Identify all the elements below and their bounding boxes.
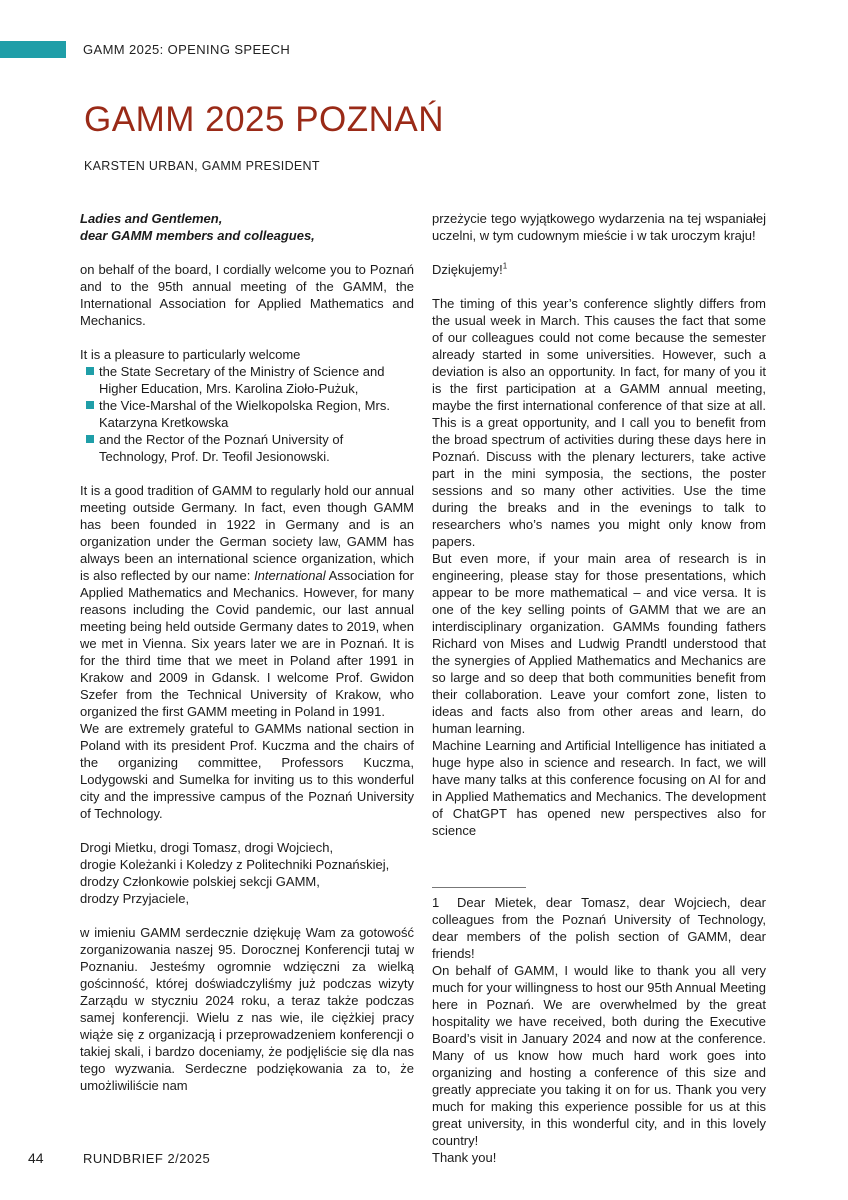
bullet-square-icon xyxy=(86,401,94,409)
paragraph-ai: Machine Learning and Artificial Intelligence has initiated a huge hype also in science and research. In fact, we will have many talks at this conference focusing on AI for and in Applied Mathematics and Mechanics. The development of ChatGPT has opened new perspectives also for science xyxy=(432,738,766,838)
paragraph-polish: w imieniu GAMM serdecznie dziękuję Wam za gotowość zorganizowania naszej 95. Dorocznej Konferencji tutaj w Poznaniu. Jesteśmy ogromnie wdzięczni za wielką gościnność, której doświadczyliśmy już podczas wizyty Zarządu w styczniu 2024 roku, a teraz także podczas samej konferencji. Wielu z nas wie, ile ciężkiej pracy wiąże się z organizacją i przeprowadzeniem konferencji o takiej skali, i bardzo doceniamy, że podjęliście się dla nas tego wyzwania. Serdeczne podziękowania za to, że umożliwiliście nam xyxy=(80,925,414,1093)
paragraph-welcome-intro: It is a pleasure to particularly welcome xyxy=(80,347,301,362)
list-item: the State Secretary of the Ministry of Science and Higher Education, Mrs. Karolina Zioło-Pużuk, xyxy=(80,363,414,397)
welcome-list xyxy=(80,363,414,465)
footnote-ref[interactable]: 1 xyxy=(502,261,508,271)
paragraph-gratitude: We are extremely grateful to GAMMs national section in Poland with its president Prof. Kuczma and the chairs of the organizing committee, Professors Kuczma, Lodygowski and Sumelka for inviting us to this wonderful city and the impressive campus of the Poznań University of Technology. xyxy=(80,721,414,821)
bullet-square-icon xyxy=(86,367,94,375)
section-accent-bar xyxy=(0,41,66,58)
salutation-line-2: dear GAMM members and colleagues, xyxy=(80,228,315,243)
footnote-text: 1 Dear Mietek, dear Tomasz, dear Wojciech, dear colleagues from the Poznań University of Technology, dear members of the polish section of GAMM, dear friends! xyxy=(432,895,766,961)
paragraph-interdisciplinary: But even more, if your main area of research is in engineering, please stay for those presentations, which appear to be more mathematical – and vice versa. It is one of the key selling points of GAMM that we are an interdisciplinary organization. GAMMs founding fathers Richard von Mises and Ludwig Prandtl understood that the synergies of Applied Mathematics and Mechanics are so large and so deep that both communities benefit from their collaboration. Leave your comfort zone, listen to ideas and facts also from other areas and learn, do human learning. xyxy=(432,551,766,736)
publication-name: RUNDBRIEF 2/2025 xyxy=(83,1151,211,1166)
footnote-closing: Thank you! xyxy=(432,1150,497,1165)
footnote-paragraph: On behalf of GAMM, I would like to thank you all very much for your willingness to host our 95th Annual Meeting here in Poznań. We are overwhelmed by the great hospitality we have received, both during the Executive Board’s visit in January 2024 and now at the conference. Many of us know how much hard work goes into organizing and hosting a conference of this size and greatly appreciate you taking it on for us. Thank you very much for making this experience possible for us at this great university, in this wonderful city, and in this lovely country! xyxy=(432,963,766,1148)
right-column xyxy=(432,210,766,1166)
paragraph-welcome: on behalf of the board, I cordially welcome you to Poznań and to the 95th annual meeting of the GAMM, the International Association for Applied Mathematics and Mechanics. xyxy=(80,262,414,328)
footnote-divider xyxy=(432,887,526,888)
page-number: 44 xyxy=(28,1150,44,1166)
salutation-line-1: Ladies and Gentlemen, xyxy=(80,211,223,226)
polish-greeting-line: drodzy Przyjaciele, xyxy=(80,891,190,906)
section-label: GAMM 2025: OPENING SPEECH xyxy=(83,42,291,57)
paragraph-timing: The timing of this year’s conference slightly differs from the usual week in March. This causes the fact that some of our colleagues could not come because the semester already started in some universities. However, such a deviation is also an opportunity. In fact, for many of you it is the first participation at a GAMM annual meeting, maybe the first international conference of that size at all. This is a great opportunity, and I call you to benefit from the broad spectrum of activities during these days here in Poznań. Discuss with the plenary lecturers, take active part in the mini symposia, the sections, the poster sessions and so many other activities. Use the time during the breaks and in the evenings to talk to researchers who’s names you might only know from papers. xyxy=(432,296,766,549)
bullet-square-icon xyxy=(86,435,94,443)
thanks-polish: Dziękujemy!$^1$ xyxy=(432,261,508,277)
article-title: GAMM 2025 POZNAŃ xyxy=(84,100,445,139)
polish-greeting-line: Drogi Mietku, drogi Tomasz, drogi Wojciech, xyxy=(80,840,334,855)
polish-greeting-line: drogie Koleżanki i Koledzy z Politechniki Poznańskiej, xyxy=(80,857,390,872)
left-column xyxy=(80,210,414,1094)
byline: KARSTEN URBAN, GAMM PRESIDENT xyxy=(84,159,320,173)
polish-greeting-line: drodzy Członkowie polskiej sekcji GAMM, xyxy=(80,874,320,889)
list-item: the Vice-Marshal of the Wielkopolska Region, Mrs. Katarzyna Kretkowska xyxy=(80,397,414,431)
footnote-number: 1 xyxy=(432,895,440,910)
paragraph-tradition: It is a good tradition of GAMM to regularly hold our annual meeting outside Germany. In fact, even though GAMM has been founded in 1922 in Germany and is an organization under the German society law, GAMM has always been an international science organization, which is also reflected by our name: International Association for Applied Mathematics and Mechanics. However, for many reasons including the Covid pandemic, our last annual meeting being held outside Germany dates to 2019, when we met in Vienna. Six years later we are in Poznań. It is for the third time that we meet in Poland after 1991 in Krakow and 2009 in Gdansk. I welcome Prof. Gwidon Szefer from the Technical University of Krakow, who organized the first GAMM meeting in Poland in 1991. xyxy=(80,483,414,719)
paragraph-polish-continued: przeżycie tego wyjątkowego wydarzenia na tej wspaniałej uczelni, w tym cudownym mieście i w tak uroczym kraju! xyxy=(432,211,766,243)
list-item: and the Rector of the Poznań University of Technology, Prof. Dr. Teofil Jesionowski. xyxy=(80,431,414,465)
polish-greeting xyxy=(80,839,414,907)
